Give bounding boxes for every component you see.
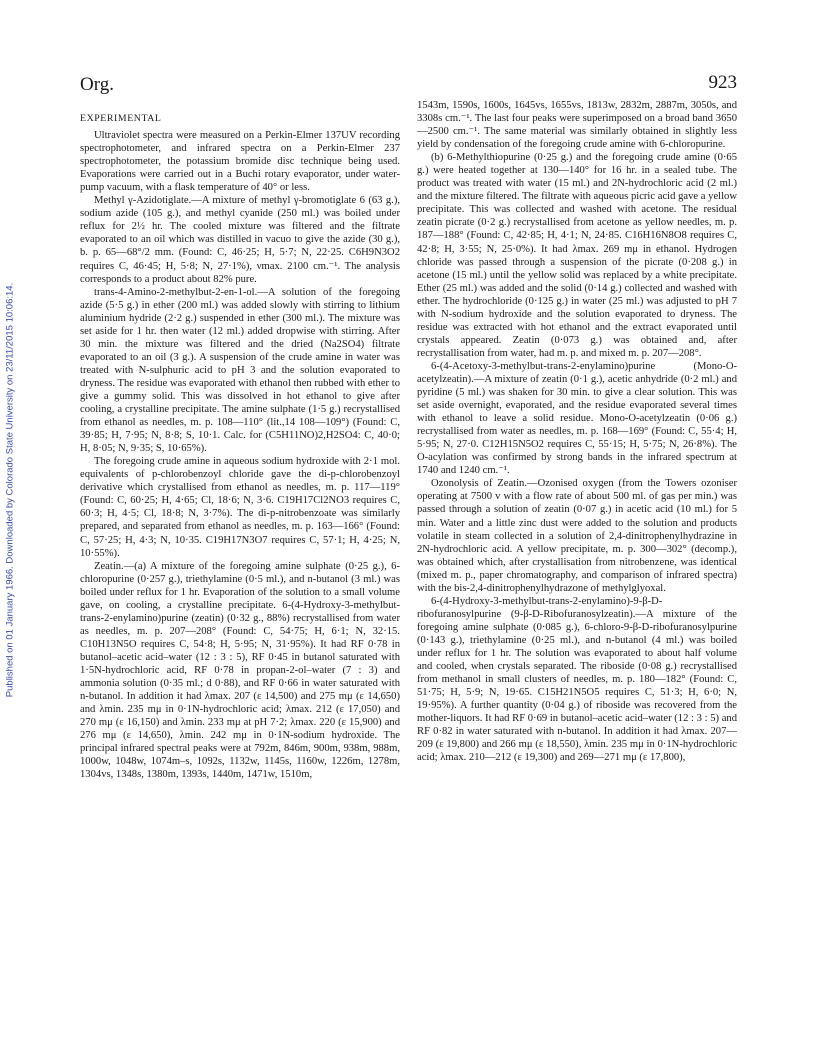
paragraph: Zeatin.—(a) A mixture of the foregoing amine sulphate (0·25 g.), 6-chloropurine (0·257 g.), triethylamine (0·5 ml.), and n-butanol (3 ml.) was boiled under reflux for 1 hr. Evaporation of the solution to a small volume gave, on cooling, a crystalline precipitate. 6-(4-Hydroxy-3-methylbut-trans-2-enylamino)purine (zeatin) (0·32 g., 88%) recrystallised from water as needles, m. p. 207—208° (Found: C, 54·75; H, 6·1; N, 32·15. C10H13N5O requires C, 54·8; H, 5·95; N, 31·95%). It had RF 0·78 in butanol–acetic acid–water (12 : 3 : 5), RF 0·45 in butanol saturated with 1·5N-hydrochloric acid, RF 0·78 in propan-2-ol–water (7 : 3) and ammonia solution (0·35 ml.; d 0·88), and RF 0·66 in water saturated with n-butanol. In addition it had λmax. 207 (ε 14,500) and 275 mμ (ε 14,650) and λmin. 235 mμ in 0·1N-hydrochloric acid; λmax. 212 (ε 17,050) and 270 mμ (ε 16,150) and λmin. 233 mμ at pH 7·2; λmax. 220 (ε 15,900) and 276 mμ (ε 14,650), λmin. 242 mμ in 0·1N-sodium hydroxide. The principal infrared spectral peaks were at 792m, 846m, 900m, 938m, 988m, 1000w, 1048w, 1074m–s, 1092s, 1132w, 1145s, 1160w, 1226m, 1278m, 1304vs, 1348s, 1380m, 1393s, 1440m, 1471w, 1510m,	[80, 560, 400, 781]
paragraph: trans-4-Amino-2-methylbut-2-en-1-ol.—A solution of the foregoing azide (5·5 g.) in ether (200 ml.) was added slowly with stirring to lithium aluminium hydride (2·2 g.) suspended in ether (300 ml.). The mixture was set aside for 1 hr. then water (12 ml.) added dropwise with stirring. After 30 min. the mixture was filtered and the dried (Na2SO4) filtrate evaporated to an oil (3 g.). A suspension of the crude amine in water was treated with N-sulphuric acid to pH 3 and the solution evaporated to dryness. The residue was evaporated with ethanol then rubbed with ether to give a gummy solid. This was dissolved in hot ethanol to give after cooling, a crystalline precipitate. The amine sulphate (1·5 g.) recrystallised from ethanol as needles, m. p. 108—110° (lit.,14 108—109°) (Found: C, 39·85; H, 7·95; N, 8·8; S, 10·1. Calc. for (C5H11NO)2,H2SO4: C, 40·0; H, 8·05; N, 9·35; S, 10·65%).	[80, 286, 400, 455]
paragraph: The foregoing crude amine in aqueous sodium hydroxide with 2·1 mol. equivalents of p-chlorobenzoyl chloride gave the di-p-chlorobenzoyl derivative which crystallised from ethanol as needles, m. p. 117—119° (Found: C, 60·25; H, 4·65; Cl, 18·6; N, 3·6. C19H17Cl2NO3 requires C, 60·3; H, 4·5; Cl, 18·8; N, 3·7%). The di-p-nitrobenzoate was similarly prepared, and separated from ethanol as needles, m. p. 163—166° (Found: C, 57·25; H, 4·3; N, 10·35. C19H17N3O7 requires C, 57·1; H, 4·25; N, 10·55%).	[80, 456, 400, 559]
journal-label: Org.	[80, 74, 114, 95]
paragraph: 6-(4-Acetoxy-3-methylbut-trans-2-enylamino)purine (Mono-O-acetylzeatin).—A mixture of zeatin (0·1 g.), acetic anhydride (0·2 ml.) and pyridine (5 ml.) was shaken for 30 min. to give a clear solution. This was set aside overnight, evaporated, and the residue evaporated several times with ethanol to leave a solid residue. Mono-O-acetylzeatin (0·06 g.) recrystallised from water as needles, m. p. 168—169° (Found: C, 55·4; H, 5·95; N, 27·0. C12H15N5O2 requires C, 55·15; H, 5·75; N, 26·8%). The O-acylation was confirmed by strong bands in the infrared spectrum at 1740 and 1240 cm.⁻¹.	[417, 360, 737, 477]
paragraph: 6-(4-Hydroxy-3-methylbut-trans-2-enylamino)-9-β-D-ribofuranosylpurine (9-β-D-Ribofuranosylzeatin).—A mixture of the foregoing amine sulphate (0·085 g.), 6-chloro-9-β-D-ribofuranosylpurine (0·143 g.), triethylamine (0·25 ml.), and n-butanol (4 ml.) was boiled under reflux for 1 hr. The solution was evaporated to about half volume and cooled, when crystals separated. The riboside (0·08 g.) recrystallised from methanol in small clusters of needles, m. p. 180—182° (Found: C, 51·75; H, 5·9; N, 19·65. C15H21N5O5 requires C, 51·3; H, 6·0; N, 19·95%). A further quantity (0·04 g.) of riboside was recovered from the mother-liquors. It had RF 0·69 in butanol–acetic acid–water (12 : 3 : 5) and RF 0·82 in water saturated with n-butanol. In addition it had λmax. 207—209 (ε 19,800) and 266 mμ (ε 18,550), λmin. 235 mμ in 0·1N-hydrochloric acid; λmax. 210—212 (ε 19,300) and 269—271 mμ (ε 17,800),	[417, 595, 737, 764]
paragraph: Ultraviolet spectra were measured on a Perkin-Elmer 137UV recording spectrophotometer, and infrared spectra on a Perkin-Elmer 237 spectrophotometer, the potassium bromide disc technique being used. Evaporations were carried out in a Buchi rotary evaporator, under water-pump vacuum, with a flask temperature of 40° or less.	[80, 130, 400, 194]
right-column	[417, 99, 737, 764]
paragraph: Ozonolysis of Zeatin.—Ozonised oxygen (from the Towers ozoniser operating at 7500 v with a flow rate of about 500 ml. of gas per min.) was passed through a solution of zeatin (0·07 g.) in acetic acid (10 ml.) for 5 min. Water and a little zinc dust were added to the solution and products volatile in steam collected in a solution of 2,4-dinitrophenylhydrazine in 2N-hydrochloric acid. A yellow precipitate, m. p. 300—302° (decomp.), was obtained which, after crystallisation from nitrobenzene, was identical (mixed m. p., paper chromatography, and comparison of infrared spectra) with the bis-2,4-dinitrophenylhydrazone of methylglyoxal.	[417, 478, 737, 594]
page-number: 923	[708, 72, 737, 93]
section-title: EXPERIMENTAL	[80, 113, 162, 124]
left-column	[80, 112, 400, 781]
paragraph: Methyl γ-Azidotiglate.—A mixture of methyl γ-bromotiglate 6 (63 g.), sodium azide (105 g.), and methyl cyanide (250 ml.) was boiled under reflux for 2½ hr. The cooled mixture was filtered and the filtrate evaporated to an oil which was distilled in vacuo to give the azide (30 g.), b. p. 65—68°/2 mm. (Found: C, 46·25; H, 5·7; N, 22·25. C6H9N3O2 requires C, 46·45; H, 5·8; N, 27·1%), νmax. 2100 cm.⁻¹. The analysis corresponds to a product about 82% pure.	[80, 195, 400, 285]
download-notice[interactable]	[2, 160, 18, 820]
paragraph: (b) 6-Methylthiopurine (0·25 g.) and the foregoing crude amine (0·65 g.) were heated together at 130—140° for 16 hr. in a sealed tube. The product was treated with water (15 ml.) and 2N-hydrochloric acid (2 ml.) and the mixture filtered. The filtrate with aqueous picric acid gave a yellow precipitate. This was collected and washed with acetone. The residual zeatin picrate (0·2 g.) recrystallised from acetone as yellow needles, m. p. 187—188° (Found: C, 42·85; H, 4·1; N, 24·85. C16H16N8O8 requires C, 42·8; H, 3·55; N, 25·0%). It had λmax. 269 mμ in ethanol. Hydrogen chloride was passed through a suspension of the picrate (0·208 g.) in acetone (15 ml.) until the yellow solid was replaced by a white precipitate. Ether (25 ml.) was added and the solid (0·14 g.) collected and washed with ether. The hydrochloride (0·125 g.) in water (25 ml.) was adjusted to pH 7 with N-sodium hydroxide and the solution evaporated to dryness. The residue was extracted with hot ethanol and the extract evaporated until crystals appeared. Zeatin (0·073 g.) was obtained and, after recrystallisation from water, had m. p. and mixed m. p. 207—208°.	[417, 152, 737, 359]
paragraph: 1543m, 1590s, 1600s, 1645vs, 1655vs, 1813w, 2832m, 2887m, 3050s, and 3308s cm.⁻¹. The last four peaks were superimposed on a broad band 3650—2500 cm.⁻¹. The same material was similarly obtained in slightly less yield by condensation of the foregoing crude amine with 6-chloropurine.	[417, 100, 737, 151]
download-notice-text: Published on 01 January 1966. Downloaded by Colorado State University on 23/11/2015 10:06:14.	[4, 282, 16, 698]
